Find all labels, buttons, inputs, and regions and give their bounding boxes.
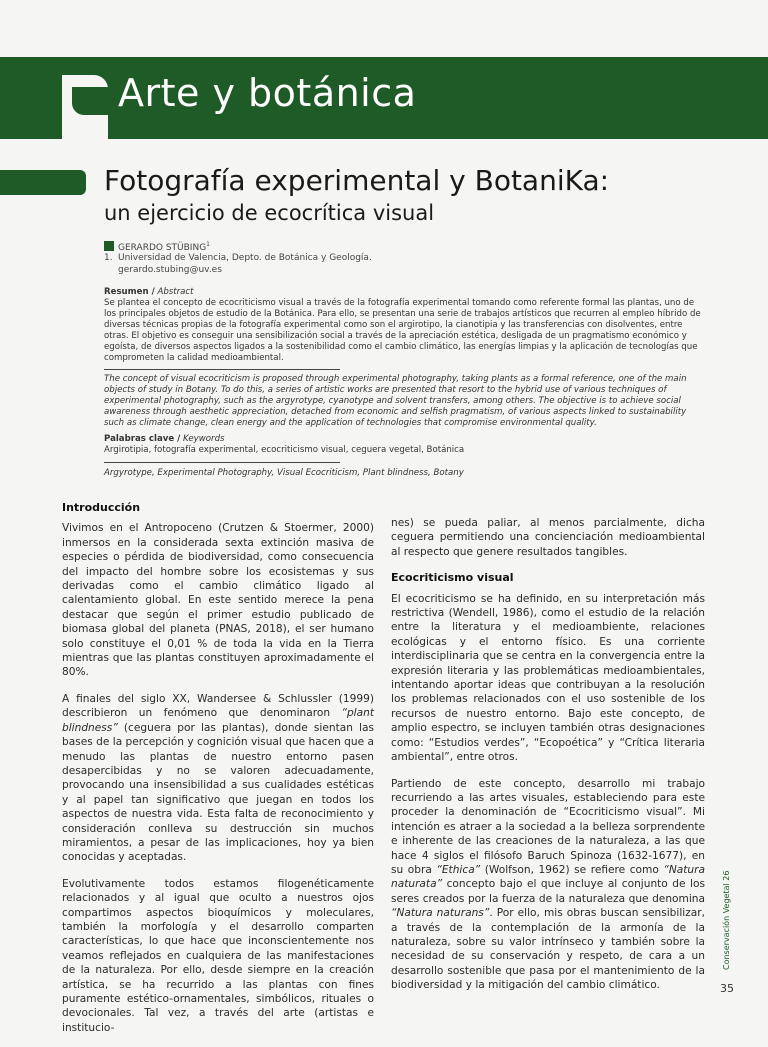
right-column bbox=[391, 516, 705, 1005]
abstract-heading: Abstract bbox=[154, 287, 194, 297]
author-sup: 1 bbox=[206, 241, 210, 248]
keywords-text-en: Argyrotype, Experimental Photography, Visual Ecocriticism, Plant blindness, Botany bbox=[104, 468, 464, 478]
abstract-text: The concept of visual ecocriticism is proposed through experimental photography, taking plants as a formal reference, one of the main objects of study in Botany. To do this, a series of artistic works are presented that resort to the hybrid use of various techniques of experimental photography, such as the argyrotype, cyanotype and solvent transfers, among others. The objective is to achieve social awareness through aesthetic appreciation, detached from economic and selfish pragmatism, of various aspects linked to sustainability such as climate change, clean energy and the application of technologies that compromise environmental quality. bbox=[104, 374, 687, 428]
ecocriticism-heading: Ecocriticismo visual bbox=[391, 571, 514, 585]
author-marker-icon bbox=[104, 241, 114, 251]
author-line bbox=[104, 241, 210, 253]
intro-paragraph-3: Evolutivamente todos estamos filogenéticamente relacionados y al igual que oculto a nuestros ojos compartimos aspectos bioquímicos y moleculares, también la morfología y el desarrollo comparten características, lo que hace que inconscientemente nos veamos reflejados en cualquiera de las manifestaciones de la naturaleza. Por ello, desde siempre en la creación artística, se ha recurrido a las plantas con fines puramente estético-ornamentales, simbólicos, rituales o devocionales. Tal vez, a través del arte (artistas e institucio- bbox=[62, 877, 374, 1034]
resumen-block bbox=[104, 287, 706, 364]
section-logo-icon bbox=[62, 75, 108, 139]
intro-paragraph-2: A finales del siglo XX, Wandersee & Schlussler (1999) describieron un fenómeno que denominaron “plant blindness” (ceguera por las plantas), donde sientan las bases de la percepción y cognición visual que hacen que a menudo las plantas de nuestro entorno pasen desapercibidas y no se valoren adecuadamente, provocando una insensibilidad a sus cualidades estéticas y al papel tan significativo que juegan en todos los aspectos de nuestra vida. Esta falta de reconocimiento y consideración conlleva su destrucción sin muchos miramientos, a pesar de las implicaciones, hoy ya bien conocidas y aceptadas. bbox=[62, 692, 374, 864]
title-accent-bar bbox=[0, 170, 86, 195]
affiliation-line1: Universidad de Valencia, Depto. de Botánica y Geología. bbox=[118, 253, 372, 263]
section-title: Arte y botánica bbox=[118, 71, 417, 115]
left-column bbox=[62, 501, 374, 1047]
affiliation-number: 1. bbox=[104, 253, 113, 263]
ecocriticism-paragraph-2: Partiendo de este concepto, desarrollo mi trabajo recurriendo a las artes visuales, estableciendo para este proceder la denominación de “Ecocriticismo visual”. Mi intención es atraer a la sociedad a la belleza sorprendente e inherente de las creaciones de la naturaleza, a las que hace 4 siglos el filósofo Baruch Spinoza (1632-1677), en su obra “Ethica” (Wolfson, 1962) se refiere como “Natura naturata” concepto bajo el que incluye al conjunto de los seres creados por la fuerza de la naturaleza que denomina “Natura naturans”. Por ello, mis obras buscan sensibilizar, a través de la contemplación de la armonía de la naturaleza, sobre su valor intrínseco y también sobre la necesidad de su conservación y respeto, de cara a un desarrollo sostenible que pasa por el mantenimiento de la biodiversidad y la mitigación del cambio climático. bbox=[391, 777, 705, 992]
intro-paragraph-continued: nes) se pueda paliar, al menos parcialmente, dicha ceguera permitiendo una concienciación medioambiental al respecto que genere resultados tangibles. bbox=[391, 517, 705, 558]
resumen-heading: Resumen / bbox=[104, 287, 155, 297]
ecocriticism-paragraph-1: El ecocriticismo se ha definido, en su interpretación más restrictiva (Wendell, 1986), como el estudio de la relación entre la literatura y el medioambiente, relaciones ecológicas y el entorno físico. Es una corriente interdisciplinaria que se centra en la convergencia entre la expresión literaria y las problemáticas medioambientales, intentando aportar ideas que contribuyan a la resolución los problemas relacionados con el uso sostenible de los recursos de nuestro entorno. Bajo este concepto, de amplio espectro, se incluyen también otras designaciones como: “Estudios verdes”, “Ecopoética” y “Crítica literaria ambiental”, entre otros. bbox=[391, 592, 705, 764]
resumen-text: Se plantea el concepto de ecocriticismo visual a través de la fotografía experimental tomando como referente formal las plantas, uno de los principales objetos de estudio de la Botánica. Para ello, se presentan una serie de trabajos artísticos que recurren al empleo híbrido de diversas técnicas propias de la fotografía experimental como son el argirotipo, la cianotipia y las transferencias con disolventes, entre otras. El objetivo es conseguir una sensibilización social a través de la apreciación estética, desligada de un pragmatismo económico y egoísta, de diversos aspectos ligados a la sostenibilidad como el cambio climático, las energías limpias y la aplicación de tecnologías que comprometen la calidad medioambiental. bbox=[104, 298, 701, 363]
keywords-en-block bbox=[104, 468, 706, 479]
section-banner bbox=[0, 57, 768, 139]
affiliation-email[interactable]: gerardo.stubing@uv.es bbox=[118, 264, 222, 275]
abstract-block bbox=[104, 374, 706, 429]
keywords-text: Argirotipia, fotografía experimental, ecocriticismo visual, ceguera vegetal, Botánica bbox=[104, 445, 465, 455]
author-name: GERARDO STÜBING bbox=[118, 243, 207, 253]
divider bbox=[104, 462, 340, 463]
intro-heading: Introducción bbox=[62, 501, 141, 514]
journal-name: Conservación Vegetal 26 bbox=[722, 870, 731, 970]
intro-paragraph-1: Vivimos en el Antropoceno (Crutzen & Stoermer, 2000) inmersos en la considerada sexta extinción masiva de especies o pérdida de biodiversidad, como consecuencia del impacto del hombre sobre los ecosistemas y sus derivadas como el cambio climático ligado al calentamiento global. En este sentido merece la pena destacar que según el primer estudio publicado de biomasa global del planeta (PNAS, 2018), el ser humano solo constituye el 0,01 % de toda la vida en la Tierra mientras que las plantas constituyen aproximadamente el 80%. bbox=[62, 522, 374, 679]
keywords-heading: Palabras clave / bbox=[104, 434, 181, 444]
article-title: Fotografía experimental y BotaniKa: bbox=[104, 164, 610, 197]
keywords-heading-en: Keywords bbox=[180, 434, 225, 444]
article-subtitle: un ejercicio de ecocrítica visual bbox=[104, 201, 435, 225]
page-number: 35 bbox=[720, 982, 734, 995]
affiliation bbox=[104, 253, 372, 276]
divider bbox=[104, 369, 340, 370]
keywords-block bbox=[104, 434, 706, 456]
